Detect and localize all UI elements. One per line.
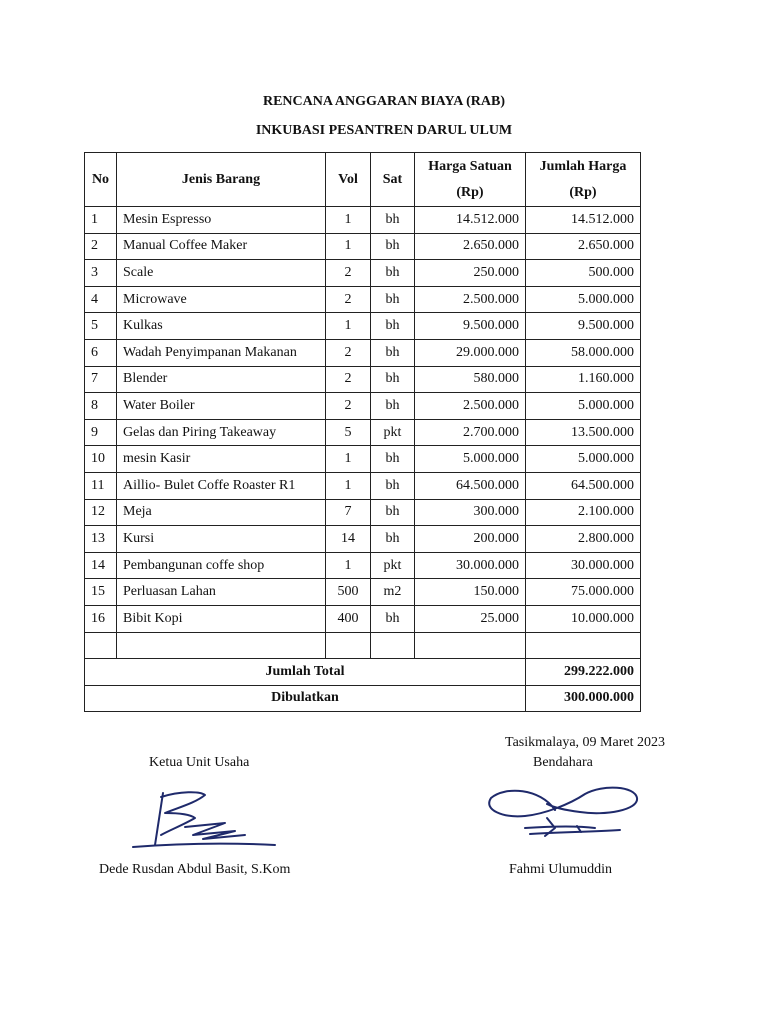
row-no: 4 — [85, 286, 117, 313]
row-no — [85, 632, 117, 659]
header-vol: Vol — [326, 153, 371, 207]
row-unit-price — [415, 632, 526, 659]
row-total: 58.000.000 — [526, 339, 641, 366]
row-no: 1 — [85, 207, 117, 234]
table-header-row — [85, 153, 641, 207]
table-row — [85, 207, 641, 234]
row-no: 8 — [85, 393, 117, 420]
table-row — [85, 313, 641, 340]
row-vol: 7 — [326, 499, 371, 526]
rounded-row — [85, 685, 641, 712]
row-unit-price: 14.512.000 — [415, 207, 526, 234]
table-row — [85, 419, 641, 446]
table-row — [85, 552, 641, 579]
rounded-label: Dibulatkan — [85, 685, 526, 712]
row-sat: bh — [371, 393, 415, 420]
place-date: Tasikmalaya, 09 Maret 2023 — [505, 735, 665, 750]
row-sat: pkt — [371, 552, 415, 579]
row-unit-price: 300.000 — [415, 499, 526, 526]
row-sat: bh — [371, 260, 415, 287]
row-item: Perluasan Lahan — [117, 579, 326, 606]
row-unit-price: 2.500.000 — [415, 286, 526, 313]
table-row — [85, 499, 641, 526]
header-item: Jenis Barang — [117, 153, 326, 207]
table-row — [85, 632, 641, 659]
row-no: 10 — [85, 446, 117, 473]
total-value: 299.222.000 — [526, 659, 641, 686]
row-no: 16 — [85, 605, 117, 632]
row-vol: 500 — [326, 579, 371, 606]
document-title: RENCANA ANGGARAN BIAYA (RAB) — [262, 94, 506, 109]
row-item: Blender — [117, 366, 326, 393]
row-vol: 1 — [326, 207, 371, 234]
row-total: 13.500.000 — [526, 419, 641, 446]
row-item: Wadah Penyimpanan Makanan — [117, 339, 326, 366]
row-sat: bh — [371, 339, 415, 366]
right-signature — [485, 780, 645, 850]
row-vol: 2 — [326, 366, 371, 393]
row-vol: 1 — [326, 472, 371, 499]
row-vol: 400 — [326, 605, 371, 632]
document-subtitle: INKUBASI PESANTREN DARUL ULUM — [255, 123, 513, 138]
row-sat: bh — [371, 286, 415, 313]
row-item: Bibit Kopi — [117, 605, 326, 632]
row-sat: bh — [371, 499, 415, 526]
header-unit-price — [415, 153, 526, 207]
row-unit-price: 64.500.000 — [415, 472, 526, 499]
left-signature — [125, 785, 285, 855]
row-total: 500.000 — [526, 260, 641, 287]
row-total: 5.000.000 — [526, 286, 641, 313]
row-unit-price: 250.000 — [415, 260, 526, 287]
table-row — [85, 393, 641, 420]
row-total: 75.000.000 — [526, 579, 641, 606]
row-no: 12 — [85, 499, 117, 526]
row-unit-price: 5.000.000 — [415, 446, 526, 473]
total-label: Jumlah Total — [85, 659, 526, 686]
row-total: 5.000.000 — [526, 393, 641, 420]
row-sat: bh — [371, 526, 415, 553]
row-sat: bh — [371, 366, 415, 393]
row-vol: 5 — [326, 419, 371, 446]
right-name: Fahmi Ulumuddin — [509, 862, 613, 877]
row-sat — [371, 632, 415, 659]
row-unit-price: 2.500.000 — [415, 393, 526, 420]
row-vol: 1 — [326, 446, 371, 473]
row-total: 14.512.000 — [526, 207, 641, 234]
row-vol: 1 — [326, 233, 371, 260]
rounded-value: 300.000.000 — [526, 685, 641, 712]
table-row — [85, 233, 641, 260]
header-total — [526, 153, 641, 207]
row-vol: 1 — [326, 313, 371, 340]
row-total: 2.650.000 — [526, 233, 641, 260]
row-vol: 1 — [326, 552, 371, 579]
row-item: Mesin Espresso — [117, 207, 326, 234]
row-vol: 2 — [326, 286, 371, 313]
left-name: Dede Rusdan Abdul Basit, S.Kom — [99, 862, 291, 877]
row-item: Kulkas — [117, 313, 326, 340]
row-item: mesin Kasir — [117, 446, 326, 473]
row-total: 2.100.000 — [526, 499, 641, 526]
row-sat: bh — [371, 313, 415, 340]
row-item — [117, 632, 326, 659]
row-unit-price: 30.000.000 — [415, 552, 526, 579]
row-no: 9 — [85, 419, 117, 446]
row-unit-price: 200.000 — [415, 526, 526, 553]
row-no: 3 — [85, 260, 117, 287]
row-total: 5.000.000 — [526, 446, 641, 473]
table-row — [85, 286, 641, 313]
row-no: 13 — [85, 526, 117, 553]
row-sat: m2 — [371, 579, 415, 606]
header-unit-price-line1: Harga Satuan — [428, 158, 512, 174]
row-no: 5 — [85, 313, 117, 340]
row-no: 14 — [85, 552, 117, 579]
row-vol: 2 — [326, 260, 371, 287]
row-item: Pembangunan coffe shop — [117, 552, 326, 579]
row-sat: bh — [371, 207, 415, 234]
row-item: Gelas dan Piring Takeaway — [117, 419, 326, 446]
row-unit-price: 29.000.000 — [415, 339, 526, 366]
row-unit-price: 580.000 — [415, 366, 526, 393]
row-no: 2 — [85, 233, 117, 260]
header-total-line1: Jumlah Harga — [539, 158, 627, 174]
header-unit-price-line2: (Rp) — [456, 184, 484, 200]
row-item: Microwave — [117, 286, 326, 313]
table-row — [85, 366, 641, 393]
table-row — [85, 446, 641, 473]
header-total-line2: (Rp) — [569, 184, 597, 200]
row-item: Meja — [117, 499, 326, 526]
row-unit-price: 2.700.000 — [415, 419, 526, 446]
budget-table — [84, 152, 641, 712]
row-unit-price: 25.000 — [415, 605, 526, 632]
row-vol: 14 — [326, 526, 371, 553]
row-total: 10.000.000 — [526, 605, 641, 632]
right-role: Bendahara — [533, 755, 593, 770]
row-item: Water Boiler — [117, 393, 326, 420]
row-total: 30.000.000 — [526, 552, 641, 579]
row-sat: bh — [371, 472, 415, 499]
header-sat: Sat — [371, 153, 415, 207]
header-no: No — [85, 153, 117, 207]
row-total: 64.500.000 — [526, 472, 641, 499]
row-total — [526, 632, 641, 659]
row-sat: bh — [371, 605, 415, 632]
row-vol: 2 — [326, 393, 371, 420]
row-unit-price: 2.650.000 — [415, 233, 526, 260]
row-item: Aillio- Bulet Coffe Roaster R1 — [117, 472, 326, 499]
left-role: Ketua Unit Usaha — [149, 755, 250, 770]
row-sat: bh — [371, 233, 415, 260]
row-no: 7 — [85, 366, 117, 393]
row-no: 6 — [85, 339, 117, 366]
row-sat: pkt — [371, 419, 415, 446]
row-vol: 2 — [326, 339, 371, 366]
total-row — [85, 659, 641, 686]
row-total: 1.160.000 — [526, 366, 641, 393]
table-row — [85, 260, 641, 287]
row-no: 11 — [85, 472, 117, 499]
row-sat: bh — [371, 446, 415, 473]
table-row — [85, 472, 641, 499]
row-unit-price: 9.500.000 — [415, 313, 526, 340]
row-item: Scale — [117, 260, 326, 287]
table-row — [85, 579, 641, 606]
table-row — [85, 339, 641, 366]
row-item: Kursi — [117, 526, 326, 553]
row-total: 2.800.000 — [526, 526, 641, 553]
row-total: 9.500.000 — [526, 313, 641, 340]
row-item: Manual Coffee Maker — [117, 233, 326, 260]
row-unit-price: 150.000 — [415, 579, 526, 606]
table-row — [85, 526, 641, 553]
table-row — [85, 605, 641, 632]
row-no: 15 — [85, 579, 117, 606]
row-vol — [326, 632, 371, 659]
